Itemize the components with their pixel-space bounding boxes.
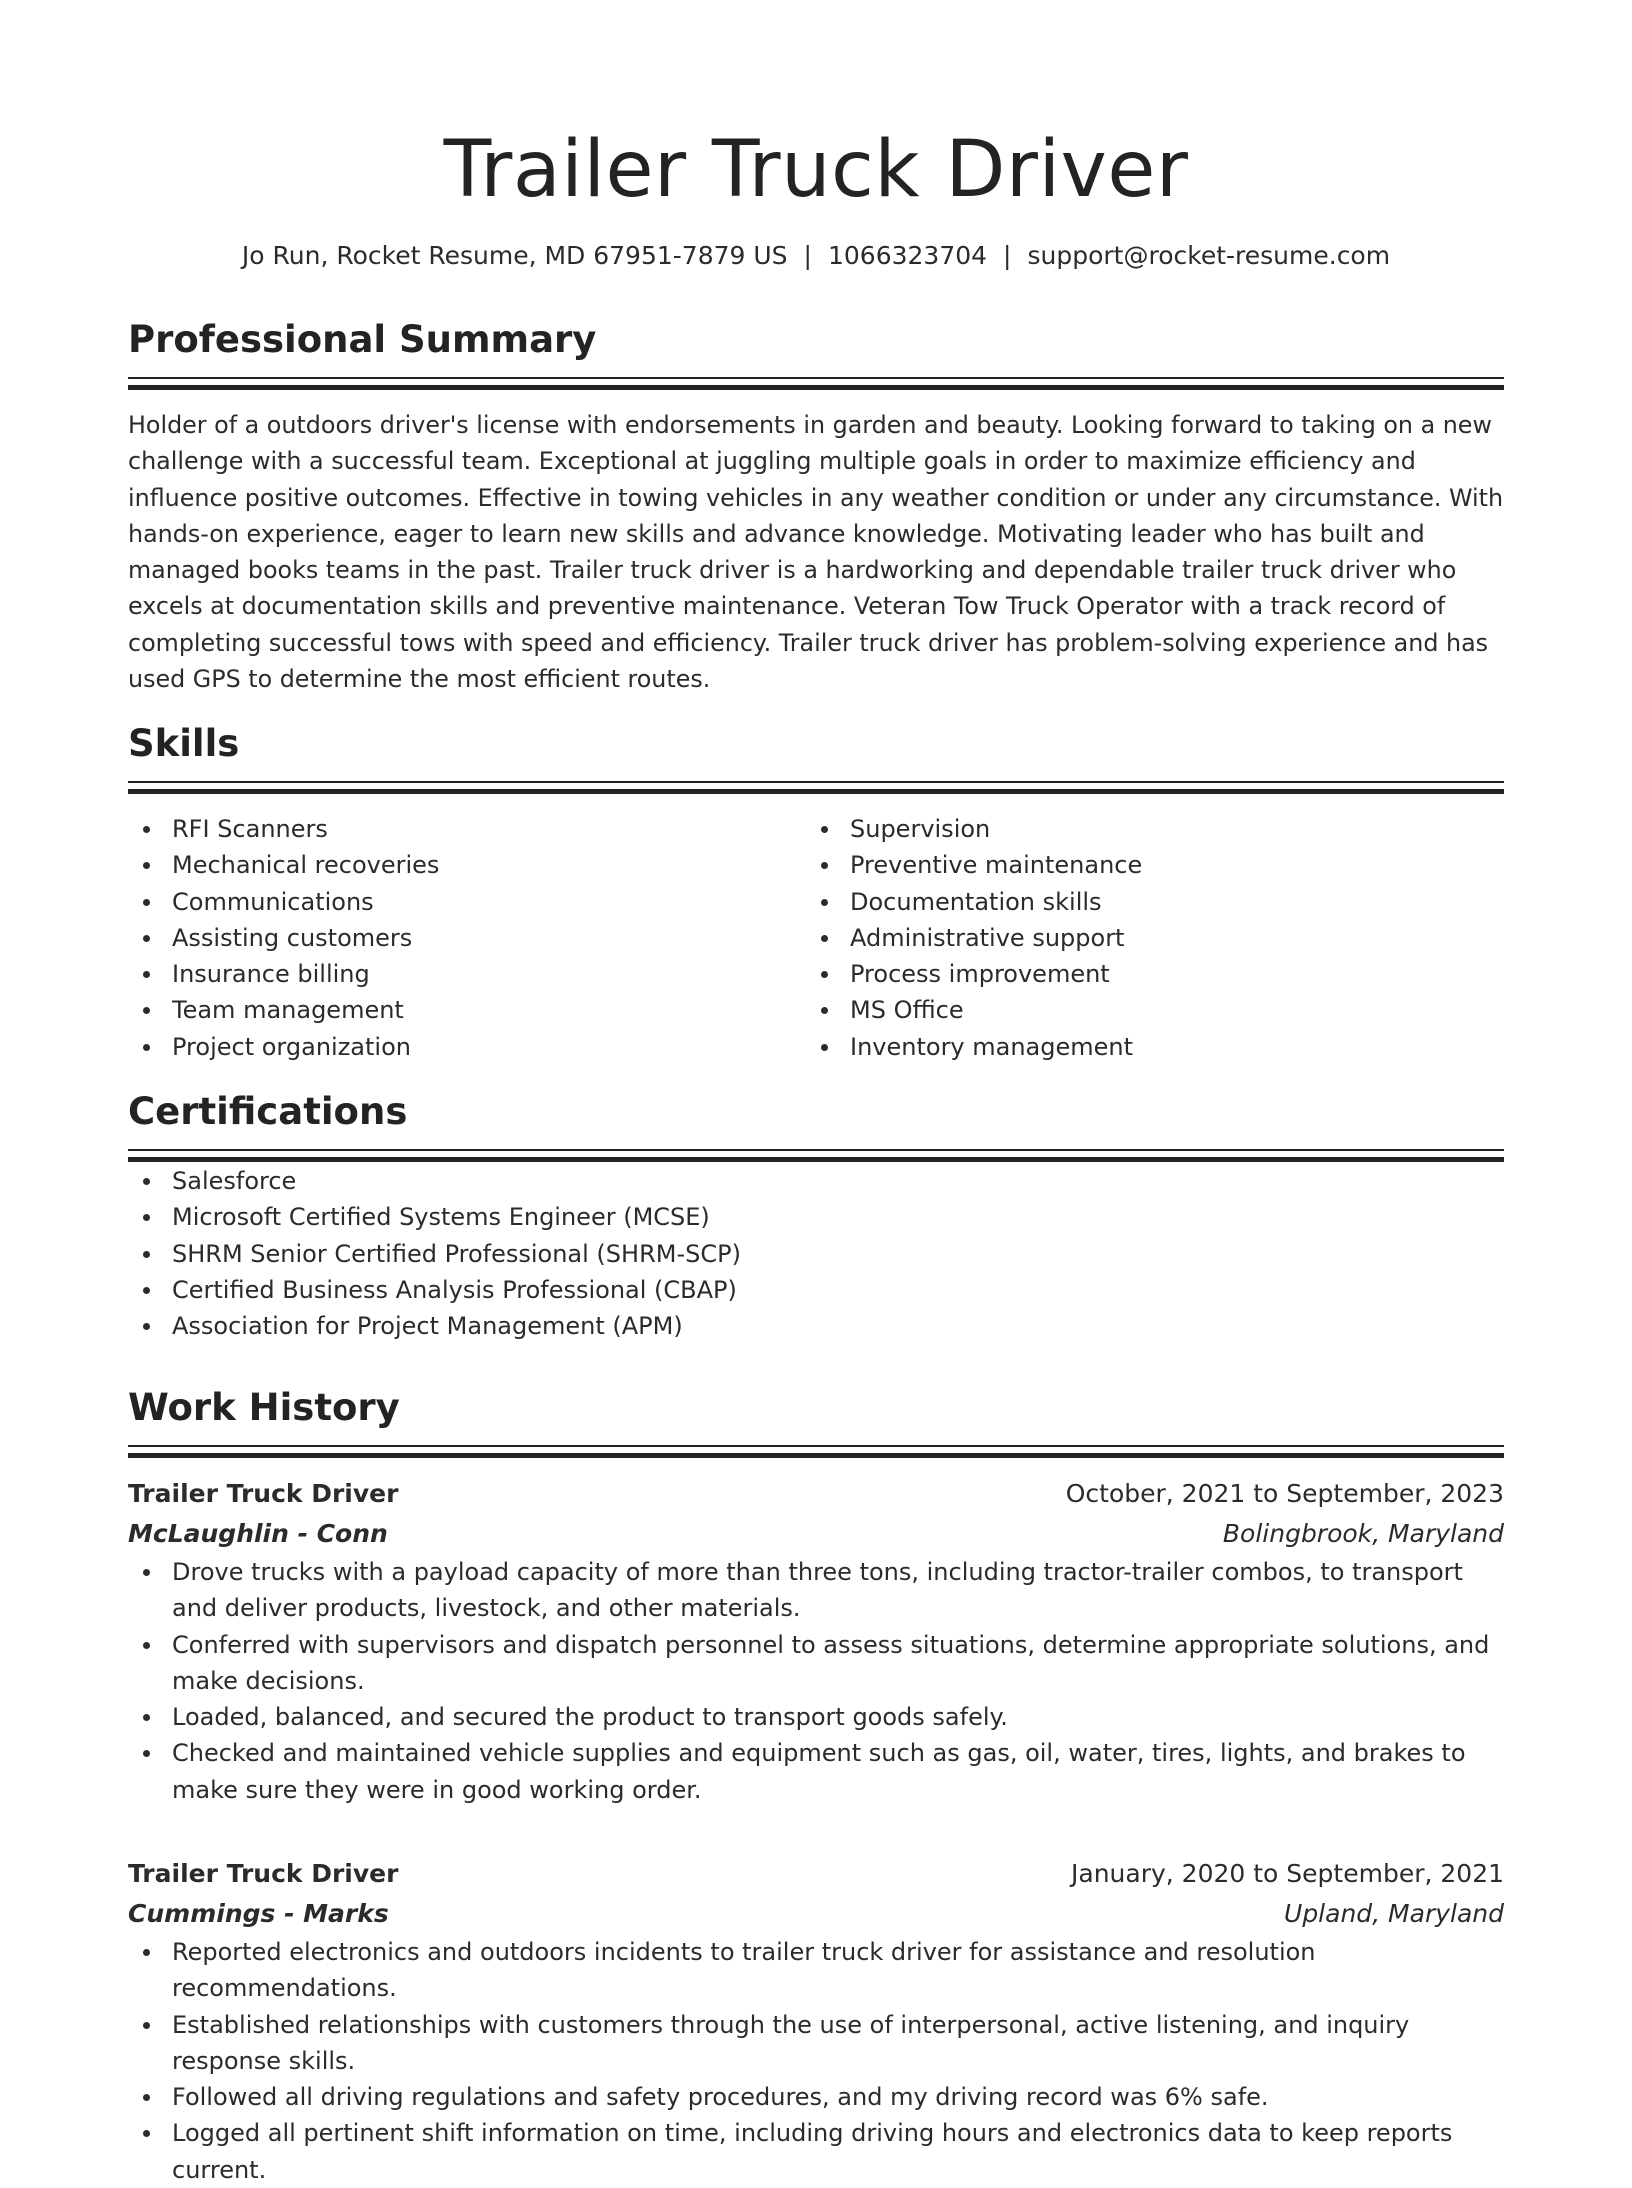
section-divider	[128, 1149, 1504, 1163]
job-header	[128, 1474, 1504, 1514]
job-location: Upland, Maryland	[1284, 1899, 1504, 1928]
certification-item: Certified Business Analysis Professional (CBAP)	[128, 1272, 1504, 1308]
certification-item: SHRM Senior Certified Professional (SHRM-SCP)	[128, 1236, 1504, 1272]
skills-heading: Skills	[128, 722, 240, 765]
skill-item: Inventory management	[806, 1029, 1484, 1065]
summary-text: Holder of a outdoors driver's license with endorsements in garden and beauty. Looking forward to taking on a new challenge with a successful team. Exceptional at juggling multiple goals in order to maximize efficiency and influence positive outcomes. Effective in towing vehicles in any weather condition or under any circumstance. With hands-on experience, eager to learn new skills and advance knowledge. Motivating leader who has built and managed books teams in the past. Trailer truck driver is a hardworking and dependable trailer truck driver who excels at documentation skills and preventive maintenance. Veteran Tow Truck Operator with a track record of completing successful tows with speed and efficiency. Trailer truck driver has problem-solving experience and has used GPS to determine the most efficient routes.	[128, 411, 1504, 694]
summary-heading: Professional Summary	[128, 318, 597, 361]
job-company: McLaughlin - Conn	[128, 1519, 388, 1548]
contact-phone: 1066323704	[827, 241, 988, 270]
contact-line	[128, 238, 1504, 274]
skill-item: Assisting customers	[128, 920, 806, 956]
contact-separator: |	[1003, 241, 1012, 270]
job-duty: Checked and maintained vehicle supplies and equipment such as gas, oil, water, tires, lights, and brakes to make sure they were in good working order.	[128, 1735, 1504, 1808]
job-dates: January, 2020 to September, 2021	[1071, 1859, 1504, 1888]
skill-item: Mechanical recoveries	[128, 847, 806, 883]
skill-item: Documentation skills	[806, 884, 1484, 920]
certifications-list	[128, 1163, 1504, 1344]
skills-list-left	[128, 811, 806, 1065]
contact-email: support@rocket-resume.com	[1027, 241, 1391, 270]
skill-item: MS Office	[806, 992, 1484, 1028]
job-duty: Reported electronics and outdoors incidents to trailer truck driver for assistance and resolution recommendations.	[128, 1934, 1504, 2007]
job-title: Trailer Truck Driver	[128, 1859, 399, 1888]
skill-item: Communications	[128, 884, 806, 920]
resume-title: Trailer Truck Driver	[443, 125, 1189, 215]
work-history-heading: Work History	[128, 1386, 400, 1429]
section-divider	[128, 377, 1504, 391]
job-duties-list	[128, 1934, 1504, 2188]
job-header	[128, 1854, 1504, 1894]
job-duty: Drove trucks with a payload capacity of more than three tons, including tractor-trailer combos, to transport and deliver products, livestock, and other materials.	[128, 1554, 1504, 1627]
skill-item: RFI Scanners	[128, 811, 806, 847]
skill-item: Administrative support	[806, 920, 1484, 956]
job-duty: Logged all pertinent shift information on time, including driving hours and electronics data to keep reports current.	[128, 2115, 1504, 2188]
job-duty: Conferred with supervisors and dispatch personnel to assess situations, determine appropriate solutions, and make decisions.	[128, 1627, 1504, 1700]
skills-grid	[128, 811, 1504, 1065]
summary-section	[128, 315, 1504, 697]
job-entry	[128, 1474, 1504, 1808]
work-history-section	[128, 1383, 1504, 1459]
job-duties-list	[128, 1554, 1504, 1808]
skill-item: Preventive maintenance	[806, 847, 1484, 883]
skills-list-right	[806, 811, 1484, 1065]
job-duty: Loaded, balanced, and secured the product to transport goods safely.	[128, 1699, 1504, 1735]
job-location: Bolingbrook, Maryland	[1222, 1519, 1504, 1548]
job-dates: October, 2021 to September, 2023	[1065, 1479, 1504, 1508]
section-divider	[128, 1445, 1504, 1459]
section-divider	[128, 781, 1504, 795]
skill-item: Process improvement	[806, 956, 1484, 992]
certification-item: Salesforce	[128, 1163, 1504, 1199]
certifications-heading: Certifications	[128, 1090, 408, 1133]
job-company: Cummings - Marks	[128, 1899, 389, 1928]
job-subheader	[128, 1514, 1504, 1554]
skills-section	[128, 719, 1504, 1065]
contact-address: Jo Run, Rocket Resume, MD 67951-7879 US	[241, 241, 788, 270]
certification-item: Association for Project Management (APM)	[128, 1308, 1504, 1344]
skill-item: Team management	[128, 992, 806, 1028]
skill-item: Supervision	[806, 811, 1484, 847]
contact-separator: |	[803, 241, 812, 270]
job-subheader	[128, 1894, 1504, 1934]
certification-item: Microsoft Certified Systems Engineer (MCSE)	[128, 1199, 1504, 1235]
job-duty: Followed all driving regulations and safety procedures, and my driving record was 6% safe.	[128, 2079, 1504, 2115]
job-duty: Established relationships with customers through the use of interpersonal, active listening, and inquiry response skills.	[128, 2007, 1504, 2080]
job-title: Trailer Truck Driver	[128, 1479, 399, 1508]
certifications-section	[128, 1087, 1504, 1344]
skill-item: Insurance billing	[128, 956, 806, 992]
job-entry	[128, 1854, 1504, 2188]
skill-item: Project organization	[128, 1029, 806, 1065]
